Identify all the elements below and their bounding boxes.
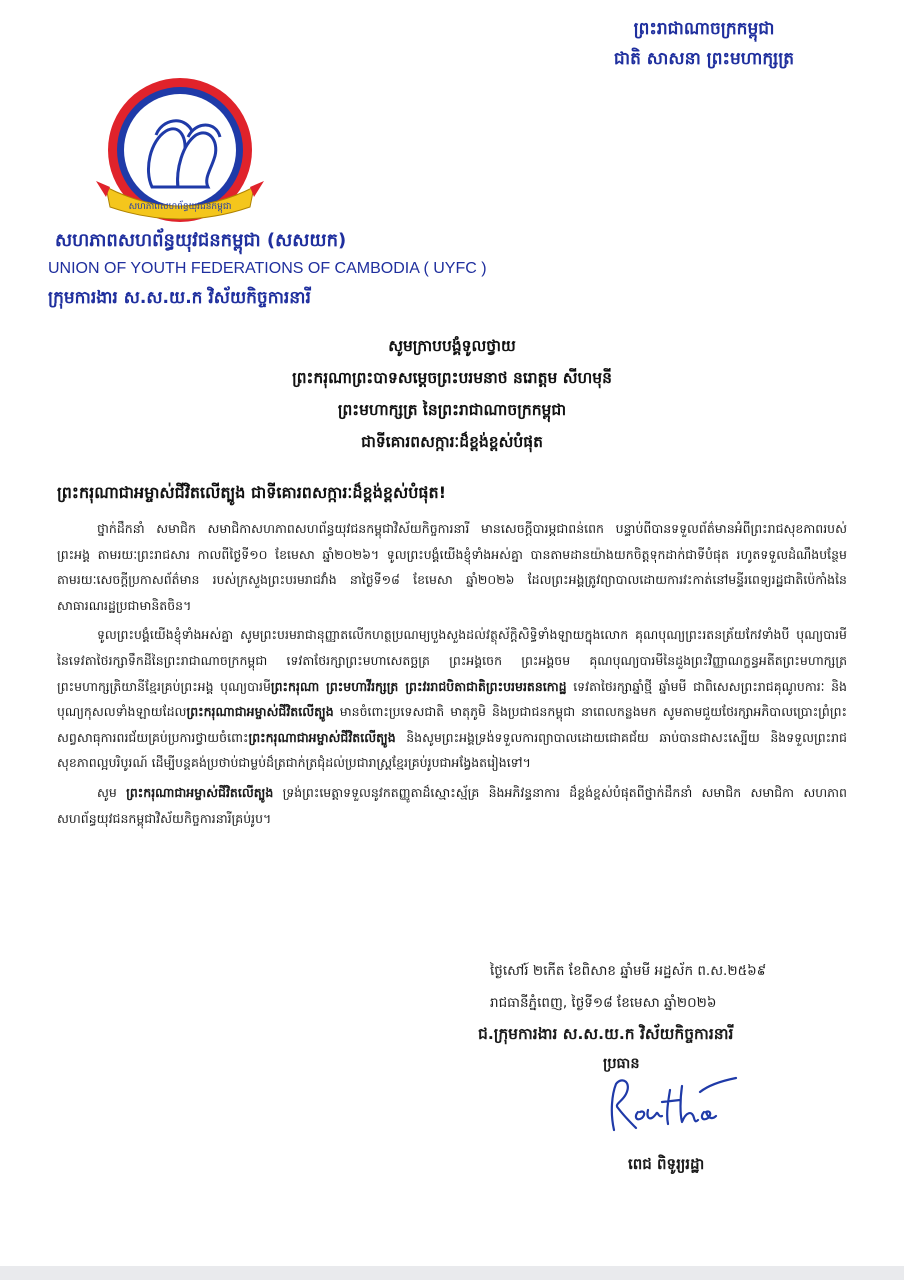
uyfc-logo [92,75,268,225]
place-and-date: រាជធានីភ្នំពេញ, ថ្ងៃទី១៨ ខែមេសា ឆ្នាំ២០២៦ [490,995,717,1011]
signer-name: ពេជ ពិទូរ្យរដ្ឋា [628,1155,705,1173]
paragraph-1: ថ្នាក់ដឹកនាំ សមាជិក សមាជិកាសហភាពសហព័ន្ធយុវជនកម្ពុជាវិស័យកិច្ចការនារី មានសេចក្តីបារម្ភជាពន់ពេក បន្ទាប់ពីបានទទួលព័ត៌មានអំពីព្រះរាជសុខភាពរបស់ព្រះអង្គ តាមរយៈព្រះរាជសារ កាលពីថ្ងៃទី១០ ខែមេសា ឆ្នាំ២០២៦។ ទូលព្រះបង្គំយើងខ្ញុំទាំងអស់គ្នា បានតាមដានយ៉ាងយកចិត្តទុកដាក់ជាទីបំផុត រហូតទទួលដំណឹងបន្ថែម តាមរយៈសេចក្តីប្រកាសព័ត៌មាន របស់ក្រសួងព្រះបរមរាជវាំង នាថ្ងៃទី១៨ ខែមេសា ឆ្នាំ២០២៦ ដែលព្រះអង្គត្រូវព្យាបាលដោយការវះកាត់នៅមន្ទីរពេទ្យរដ្ឋជាតិប៉េកាំងនៃសាធារណរដ្ឋប្រជាមានិតចិន។ [57,521,847,613]
paragraph-2-part-e: និងសូមព្រះអង្គទ្រង់ទទួលការព្យាបាលដោយជោគជ័យ ឆាប់បានជាសះស្បើយ និងទទួលព្រះរាជសុខភាពល្អបរិបូរណ៍ ដើម្បីបន្តគង់ប្រថាប់ជាម្លប់ដ៏ត្រជាក់ត្រជុំដល់ប្រជារាស្រ្តខ្មែរគ្រប់រូបជាអង្វែងតរៀងទៅ។ [57,729,847,771]
paragraph-2-part-a: ទូលព្រះបង្គំយើងខ្ញុំទាំងអស់គ្នា សូមព្រះបរមរាជានុញ្ញាតលើកហត្ថប្រណម្យបួងសួងដល់វត្ថុស័ក្តិសិទ្ធិទាំងឡាយក្នុងលោក គុណបុណ្យព្រះរតនត្រ័យកែវទាំងបី បុណ្យបារមីនៃទេវតាថៃរក្សាទឹកដីនៃព្រះរាជាណាចក្រកម្ពុជា ទេវតាថែរក្សាព្រះមហាសេតច្ឆត្រ ព្រះអង្គចេក ព្រះអង្គចម គុណបុណ្យបារមីនៃដួងព្រះវិញ្ញាណក្ខន្ធអតីតព្រះមហាក្សត្រ ព្រះមហាក្សត្រិយានីខ្មែរគ្រប់ព្រះអង្គ បុណ្យបារមី [57,627,847,694]
salutation: ព្រះករុណាជាអម្ចាស់ជីវិតលើត្បូង ជាទីគោរពសក្ការៈដ៏ខ្ពង់ខ្ពស់បំផុត! [57,483,446,502]
signer-unit: ជ.ក្រុមការងារ ស.ស.យ.ក វិស័យកិច្ចការនារី [478,1025,734,1043]
paragraph-3 [57,780,847,831]
addressee-block [60,330,844,458]
national-motto: ជាតិ សាសនា ព្រះមហាក្សត្រ [613,49,795,69]
paragraph-2-part-d: មានចំពោះប្រទេសជាតិ មាតុភូមិ និងប្រជាជនកម្ពុជា នាពេលកន្លងមក សូមតាមជួយថែរក្សាអភិបាលប្រោះព្រំព្រះសព្វសាធុការពរជ័យគ្រប់ប្រការថ្វាយចំពោះ [57,704,847,745]
letter-body [57,516,847,835]
paragraph-3-part-c: ទ្រង់ព្រះមេត្តាទទួលនូវកតញ្ញូតាដ៏ស្មោះស្ម័គ្រ និងអភិវន្ទនាការ ដ៏ខ្ពង់ខ្ពស់បំផុតពីថ្នាក់ដឹកនាំ សមាជិក សមាជិកា សហភាពសហព័ន្ធយុវជនកម្ពុជាវិស័យកិច្ចការនារីគ្រប់រូប។ [57,784,847,826]
logo-banner-text: សហភាពសហព័ន្ធយុវជនកម្ពុជា [128,202,232,212]
addressee-line-2: ព្រះករុណាព្រះបាទសម្តេចព្រះបរមនាថ នរោត្តម សីហមុនី [292,369,612,387]
kingdom-header [574,14,834,74]
paragraph-2-bold-2: ព្រះករុណាជាអម្ចាស់ជីវិតលើត្បូង [186,704,334,720]
signer-title: ប្រធាន [603,1056,640,1072]
addressee-line-4: ជាទីគោរពសក្ការៈដ៏ខ្ពង់ខ្ពស់បំផុត [361,433,543,451]
addressee-line-1: សូមក្រាបបង្គំទូលថ្វាយ [388,337,516,355]
kingdom-title: ព្រះរាជាណាចក្រកម្ពុជា [633,19,775,39]
addressee-line-3: ព្រះមហាក្សត្រ នៃព្រះរាជាណាចក្រកម្ពុជា [337,401,567,419]
paragraph-2-bold-1: ព្រះករុណា ព្រះមហាវីរក្សត្រ ព្រះវររាជបិតាជាតិព្រះបរមរតនកោដ្ឋ [270,678,567,694]
paragraph-3-bold: ព្រះករុណាជាអម្ចាស់ជីវិតលើត្បូង [126,784,274,800]
bottom-edge-bar [0,1266,904,1280]
lunar-date: ថ្ងៃសៅរ៍ ២កើត ខែពិសាខ ឆ្នាំមមី អដ្ឋស័ក ព.ស.២៥៦៩ [490,963,767,979]
paragraph-3-part-a: សូម [97,784,127,800]
org-unit-name: ក្រុមការងារ ស.ស.យ.ក វិស័យកិច្ចការនារី [48,288,311,308]
org-name-english: UNION OF YOUTH FEDERATIONS OF CAMBODIA ( UYFC ) [48,260,487,277]
paragraph-2-bold-3: ព្រះករុណាជាអម្ចាស់ជីវិតលើត្បូង [248,729,396,745]
paragraph-2-part-c: ទេវតាថៃរក្សាឆ្នាំថ្មី ឆ្នាំមមី ជាពិសេសព្រះរាជគុណូបការៈ និងបុណ្យកុសលទាំងឡាយដែល [57,678,847,720]
org-name-khmer: សហភាពសហព័ន្ធយុវជនកម្ពុជា (សសយក) [55,230,347,251]
handwritten-signature [600,1072,740,1142]
paragraph-2 [57,622,847,776]
